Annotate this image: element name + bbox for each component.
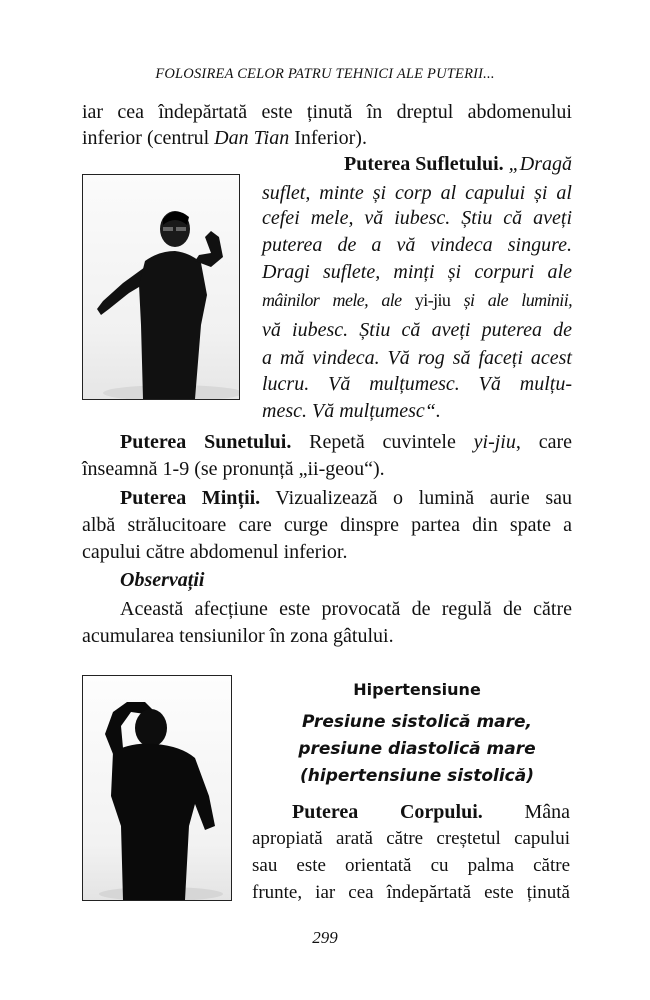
section-subtitle-2: presiune diastolică mare bbox=[298, 739, 536, 759]
suflet-line-6: mâinilor mele, ale yi-jiu și ale luminii, bbox=[262, 290, 573, 310]
corpul-line-2: apropiată arată către creștetul capului bbox=[252, 828, 570, 849]
section-subtitle-3: (hipertensiune sistolică) bbox=[300, 766, 534, 786]
figure-silhouette-2 bbox=[83, 676, 231, 900]
corpul-line-1: Puterea Corpului. Mâna bbox=[292, 801, 570, 823]
intro-line-1: iar cea îndepărtată este ținută în dreptul abdomenului bbox=[82, 101, 572, 123]
corpul-line-3: sau este orientată cu palma către bbox=[252, 855, 570, 876]
running-header: FOLOSIREA CELOR PATRU TEHNICI ALE PUTERII... bbox=[155, 66, 495, 82]
observations-heading: Observații bbox=[120, 569, 205, 591]
suflet-line-7: vă iubesc. Știu că aveți puterea de bbox=[262, 319, 572, 341]
photo-man-hand-on-head bbox=[82, 675, 232, 901]
corpul-line-4: frunte, iar cea îndepărtată este ținută bbox=[252, 882, 570, 903]
section-subtitle-1: Presiune sistolică mare, bbox=[302, 712, 532, 732]
figure-silhouette-1 bbox=[83, 175, 239, 399]
suflet-line-5: Dragi suflete, minți și corpuri ale bbox=[262, 261, 572, 283]
intro-line-2: inferior (centrul Dan Tian Inferior). bbox=[82, 127, 367, 149]
suflet-line-10: mesc. Vă mulțumesc“. bbox=[262, 400, 441, 422]
minte-line-3: capului către abdomenul inferior. bbox=[82, 541, 348, 563]
minte-line-1: Puterea Minții. Vizualizează o lumină aurie sau bbox=[120, 487, 572, 509]
suflet-line-2: suflet, minte și corp al capului și al bbox=[262, 182, 572, 204]
sunet-line-1: Puterea Sunetului. Repetă cuvintele yi-jiu, care bbox=[120, 431, 572, 453]
sunet-line-2: înseamnă 1-9 (se pronunță „ii-geou“). bbox=[82, 458, 385, 480]
suflet-first-line: Puterea Sufletului. „Dragă bbox=[344, 153, 572, 175]
suflet-line-3: cefei mele, vă iubesc. Știu că aveți bbox=[262, 207, 572, 229]
photo-man-hand-on-neck bbox=[82, 174, 240, 400]
section-title: Hipertensiune bbox=[353, 680, 481, 699]
page-number: 299 bbox=[312, 928, 338, 947]
suflet-line-4: puterea de a vă vindeca singure. bbox=[262, 234, 572, 256]
observations-line-1: Această afecțiune este provocată de regulă de către bbox=[120, 598, 572, 620]
suflet-line-9: lucru. Vă mulțumesc. Vă mulțu- bbox=[262, 373, 572, 395]
suflet-line-8: a mă vindeca. Vă rog să faceți acest bbox=[262, 347, 572, 369]
minte-line-2: albă strălucitoare care curge dinspre partea din spate a bbox=[82, 514, 572, 536]
observations-line-2: acumularea tensiunilor în zona gâtului. bbox=[82, 625, 394, 647]
